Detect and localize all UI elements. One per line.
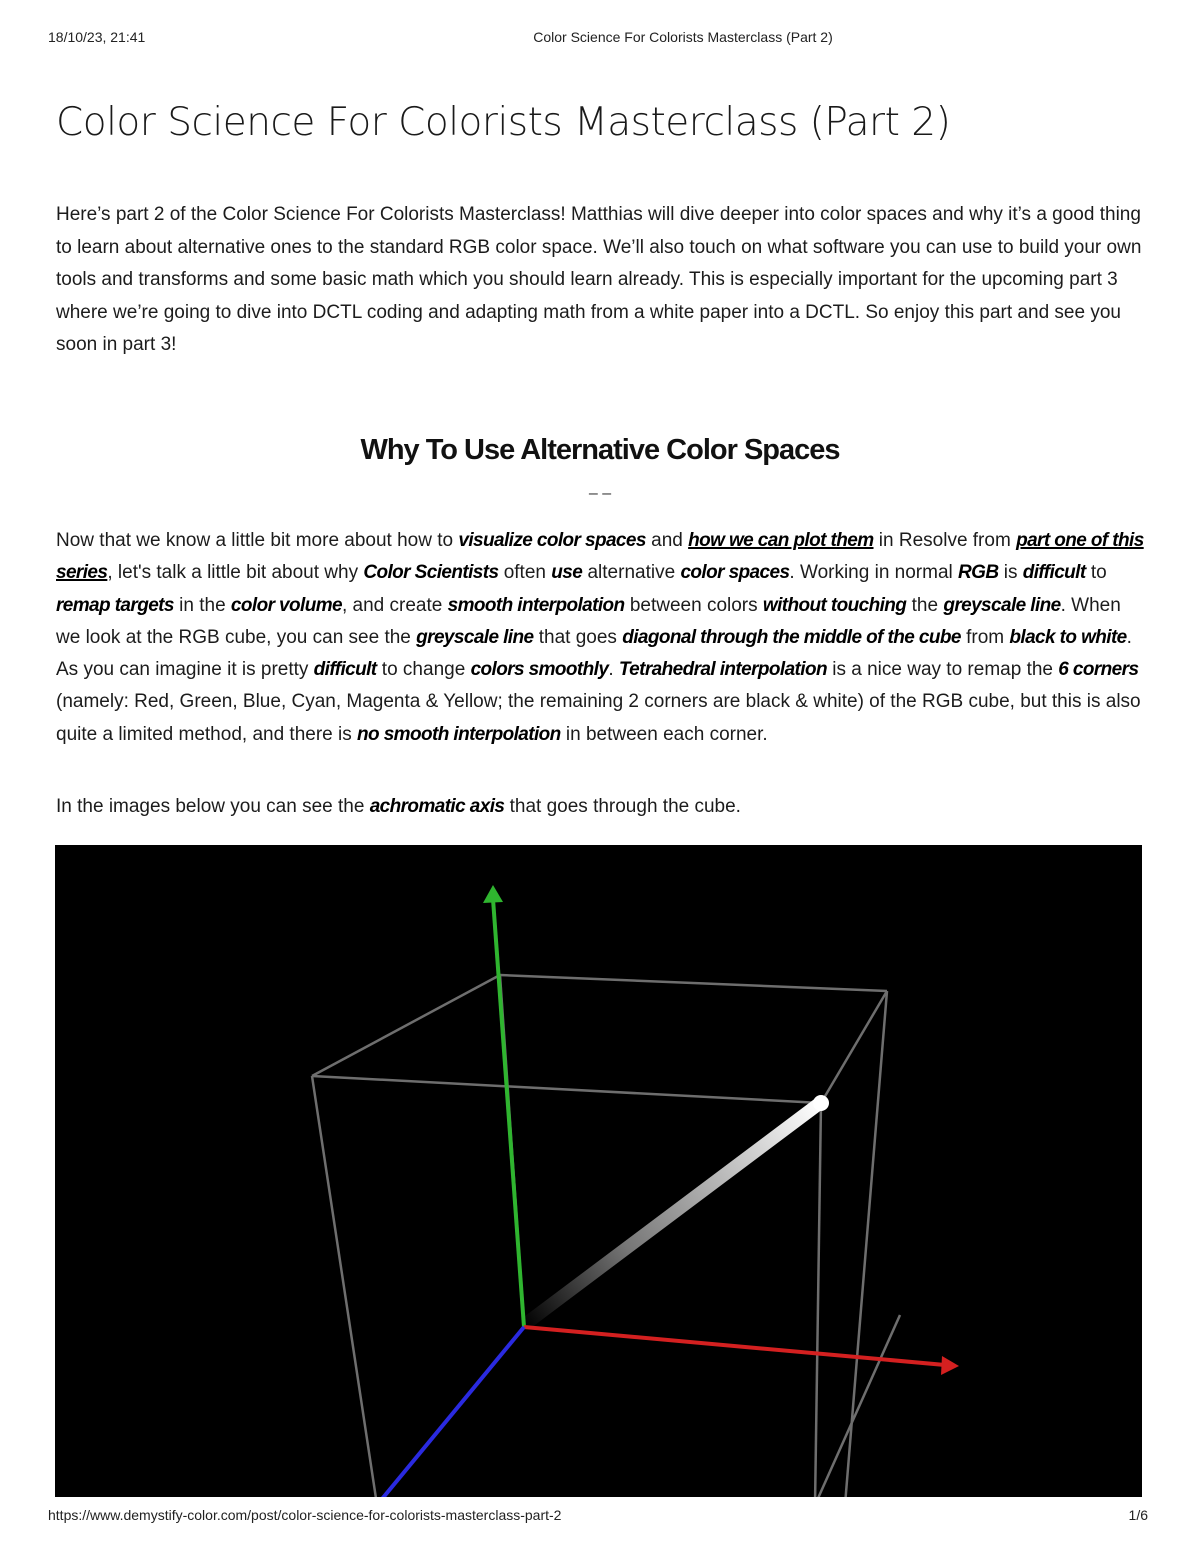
- link-how-we-can-plot-them[interactable]: how we can plot them: [688, 530, 874, 551]
- blue-axis: [377, 1327, 524, 1497]
- body-text: Now that we know a little bit more about how to: [56, 530, 459, 551]
- body-text: that goes through the cube.: [504, 796, 741, 817]
- body-text: .: [608, 659, 619, 681]
- emphasis: difficult: [1022, 562, 1086, 584]
- emphasis: use: [551, 562, 583, 584]
- page-title: Color Science For Colorists Masterclass (Part 2): [56, 100, 951, 145]
- emphasis: greyscale line: [943, 594, 1061, 616]
- cube-edge: [500, 975, 887, 991]
- emphasis: smooth interpolation: [447, 594, 625, 616]
- print-doc-title: Color Science For Colorists Masterclass (Part 2): [533, 29, 833, 45]
- body-text: alternative: [582, 562, 681, 584]
- body-text: between colors: [624, 594, 763, 616]
- body-text: , and create: [341, 594, 448, 616]
- emphasis: color spaces: [680, 562, 790, 584]
- body-text: , let's talk a little bit about why: [107, 562, 364, 584]
- emphasis: 6 corners: [1058, 659, 1139, 681]
- body-text: often: [498, 562, 552, 584]
- link-part-one-of-this-series[interactable]: part one of this series: [56, 530, 1144, 584]
- emphasis-visualize-color-spaces: visualize color spaces: [458, 530, 646, 551]
- emphasis: greyscale line: [416, 626, 534, 648]
- emphasis: Color Scientists: [363, 562, 499, 584]
- body-text: that goes: [533, 626, 623, 648]
- greyscale-line: [524, 1103, 820, 1325]
- print-url: https://www.demystify-color.com/post/color-science-for-colorists-masterclass-part-2: [48, 1507, 562, 1523]
- body-text: to change: [376, 659, 471, 681]
- body-text: . As you can imagine it is pretty: [56, 626, 1132, 681]
- body-text: In the images below you can see the: [56, 796, 370, 817]
- print-page-number: 1/6: [1128, 1507, 1148, 1523]
- red-axis-arrowhead: [941, 1356, 959, 1375]
- body-text: in the: [173, 594, 231, 616]
- body-text: in Resolve from: [873, 530, 1017, 551]
- body-text: . When we look at the RGB cube, you can see the: [56, 594, 1121, 648]
- emphasis: color volume: [230, 594, 342, 616]
- figure-intro-paragraph: [56, 791, 1144, 823]
- white-point: [813, 1095, 829, 1111]
- emphasis: RGB: [958, 562, 999, 584]
- rgb-cube-figure: [55, 845, 1142, 1497]
- cube-edge: [821, 991, 887, 1103]
- cube-edge: [312, 975, 500, 1076]
- cube-edge: [312, 1076, 821, 1103]
- body-text: to: [1085, 562, 1107, 584]
- red-axis: [524, 1327, 945, 1365]
- rgb-cube-svg: [55, 845, 1142, 1497]
- body-paragraph: [56, 525, 1144, 751]
- emphasis: without touching: [762, 594, 907, 616]
- section-heading: Why To Use Alternative Color Spaces: [360, 434, 840, 466]
- green-axis: [493, 899, 524, 1327]
- emphasis: colors smoothly: [470, 659, 609, 681]
- emphasis: no smooth interpolation: [357, 723, 561, 745]
- cube-edge: [815, 1103, 821, 1497]
- emphasis: difficult: [313, 659, 377, 681]
- article: [56, 100, 1146, 817]
- body-text: from: [960, 626, 1010, 648]
- body-text: . Working in normal: [789, 562, 959, 584]
- emphasis: diagonal through the middle of the cube: [622, 626, 961, 648]
- intro-paragraph: Here’s part 2 of the Color Science For Colorists Masterclass! Matthias will dive deeper into color spaces and why it’s a good thing to learn about alternative ones to the standard RGB color space. We’ll also touch on what software you can use to build your own tools and transforms and some basic math which you should learn already. This is especially important for the upcoming part 3 where we’re going to dive into DCTL coding and adapting math from a white paper into a DCTL. So enjoy this part and see you soon in part 3!: [56, 204, 1142, 355]
- emphasis-achromatic-axis: achromatic axis: [369, 796, 505, 817]
- body-text: (namely: Red, Green, Blue, Cyan, Magenta & Yellow; the remaining 2 corners are black & white) of the RGB cube, but this is also quite a limited method, and there is: [56, 691, 1141, 745]
- green-axis-arrowhead: [483, 885, 503, 903]
- section-divider: – –: [588, 485, 612, 502]
- print-header: [0, 29, 1200, 49]
- body-text: is a nice way to remap the: [826, 659, 1059, 681]
- emphasis: Tetrahedral interpolation: [618, 659, 827, 681]
- cube-wireframe: [312, 975, 900, 1497]
- body-text: is: [998, 562, 1023, 584]
- body-text: in between each corner.: [560, 723, 768, 745]
- print-footer: [0, 1507, 1200, 1527]
- body-text: and: [645, 530, 689, 551]
- body-text: the: [906, 594, 944, 616]
- print-datetime: 18/10/23, 21:41: [48, 29, 146, 45]
- cube-edge: [312, 1076, 377, 1497]
- emphasis: black to white: [1009, 626, 1127, 648]
- emphasis: remap targets: [56, 594, 174, 616]
